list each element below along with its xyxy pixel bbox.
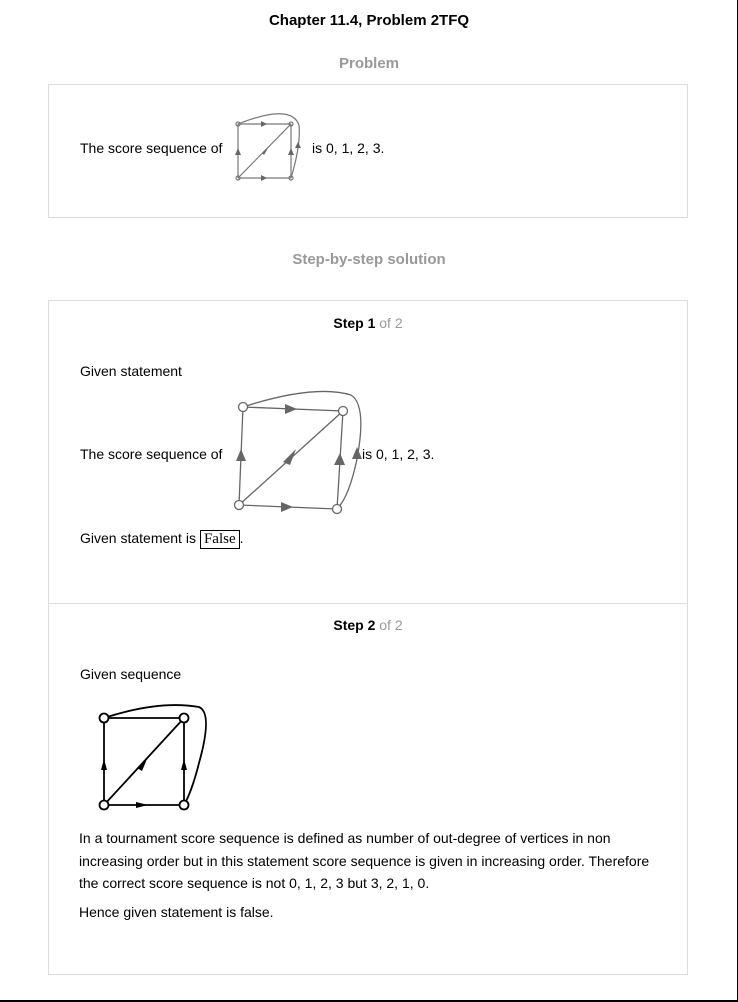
answer-box: False — [200, 530, 240, 549]
step-1-text-before: The score sequence of — [80, 446, 223, 462]
solution-heading: Step-by-step solution — [292, 251, 446, 268]
step-1-title — [49, 315, 687, 331]
problem-tournament-graph — [231, 115, 311, 185]
step-2-title — [49, 617, 687, 633]
step-2-given: Given sequence — [80, 666, 182, 682]
solution-box — [48, 300, 688, 975]
step-1-conclusion-suffix: . — [239, 530, 244, 546]
step-1-label: Step 1 — [333, 315, 376, 331]
step-1-text-after: is 0, 1, 2, 3. — [362, 446, 435, 462]
step-1-of: of 2 — [379, 315, 403, 331]
problem-text-after: is 0, 1, 2, 3. — [312, 140, 385, 156]
problem-heading: Problem — [338, 55, 399, 72]
step-1-conclusion-prefix: Given statement is — [80, 530, 196, 546]
problem-box — [48, 84, 688, 218]
step-2-label: Step 2 — [333, 617, 376, 633]
step-divider — [49, 603, 687, 604]
step-2-conclusion: Hence given statement is false. — [79, 904, 274, 920]
step-1-conclusion — [80, 530, 244, 549]
chapter-title: Chapter 11.4, Problem 2TFQ — [268, 12, 470, 29]
step-1-tournament-graph — [229, 389, 369, 521]
step-1-given: Given statement — [80, 363, 182, 379]
step-2-explanation: In a tournament score sequence is defined as number of out-degree of vertices in non increasing order but in this statement score sequence is given in increasing order. Therefore the correct score sequence is not 0, 1, 2, 3 but 3, 2, 1, 0. — [79, 830, 650, 891]
step-2-of: of 2 — [379, 617, 403, 633]
step-2-tournament-graph — [89, 703, 219, 823]
problem-text-before: The score sequence of — [80, 140, 223, 156]
